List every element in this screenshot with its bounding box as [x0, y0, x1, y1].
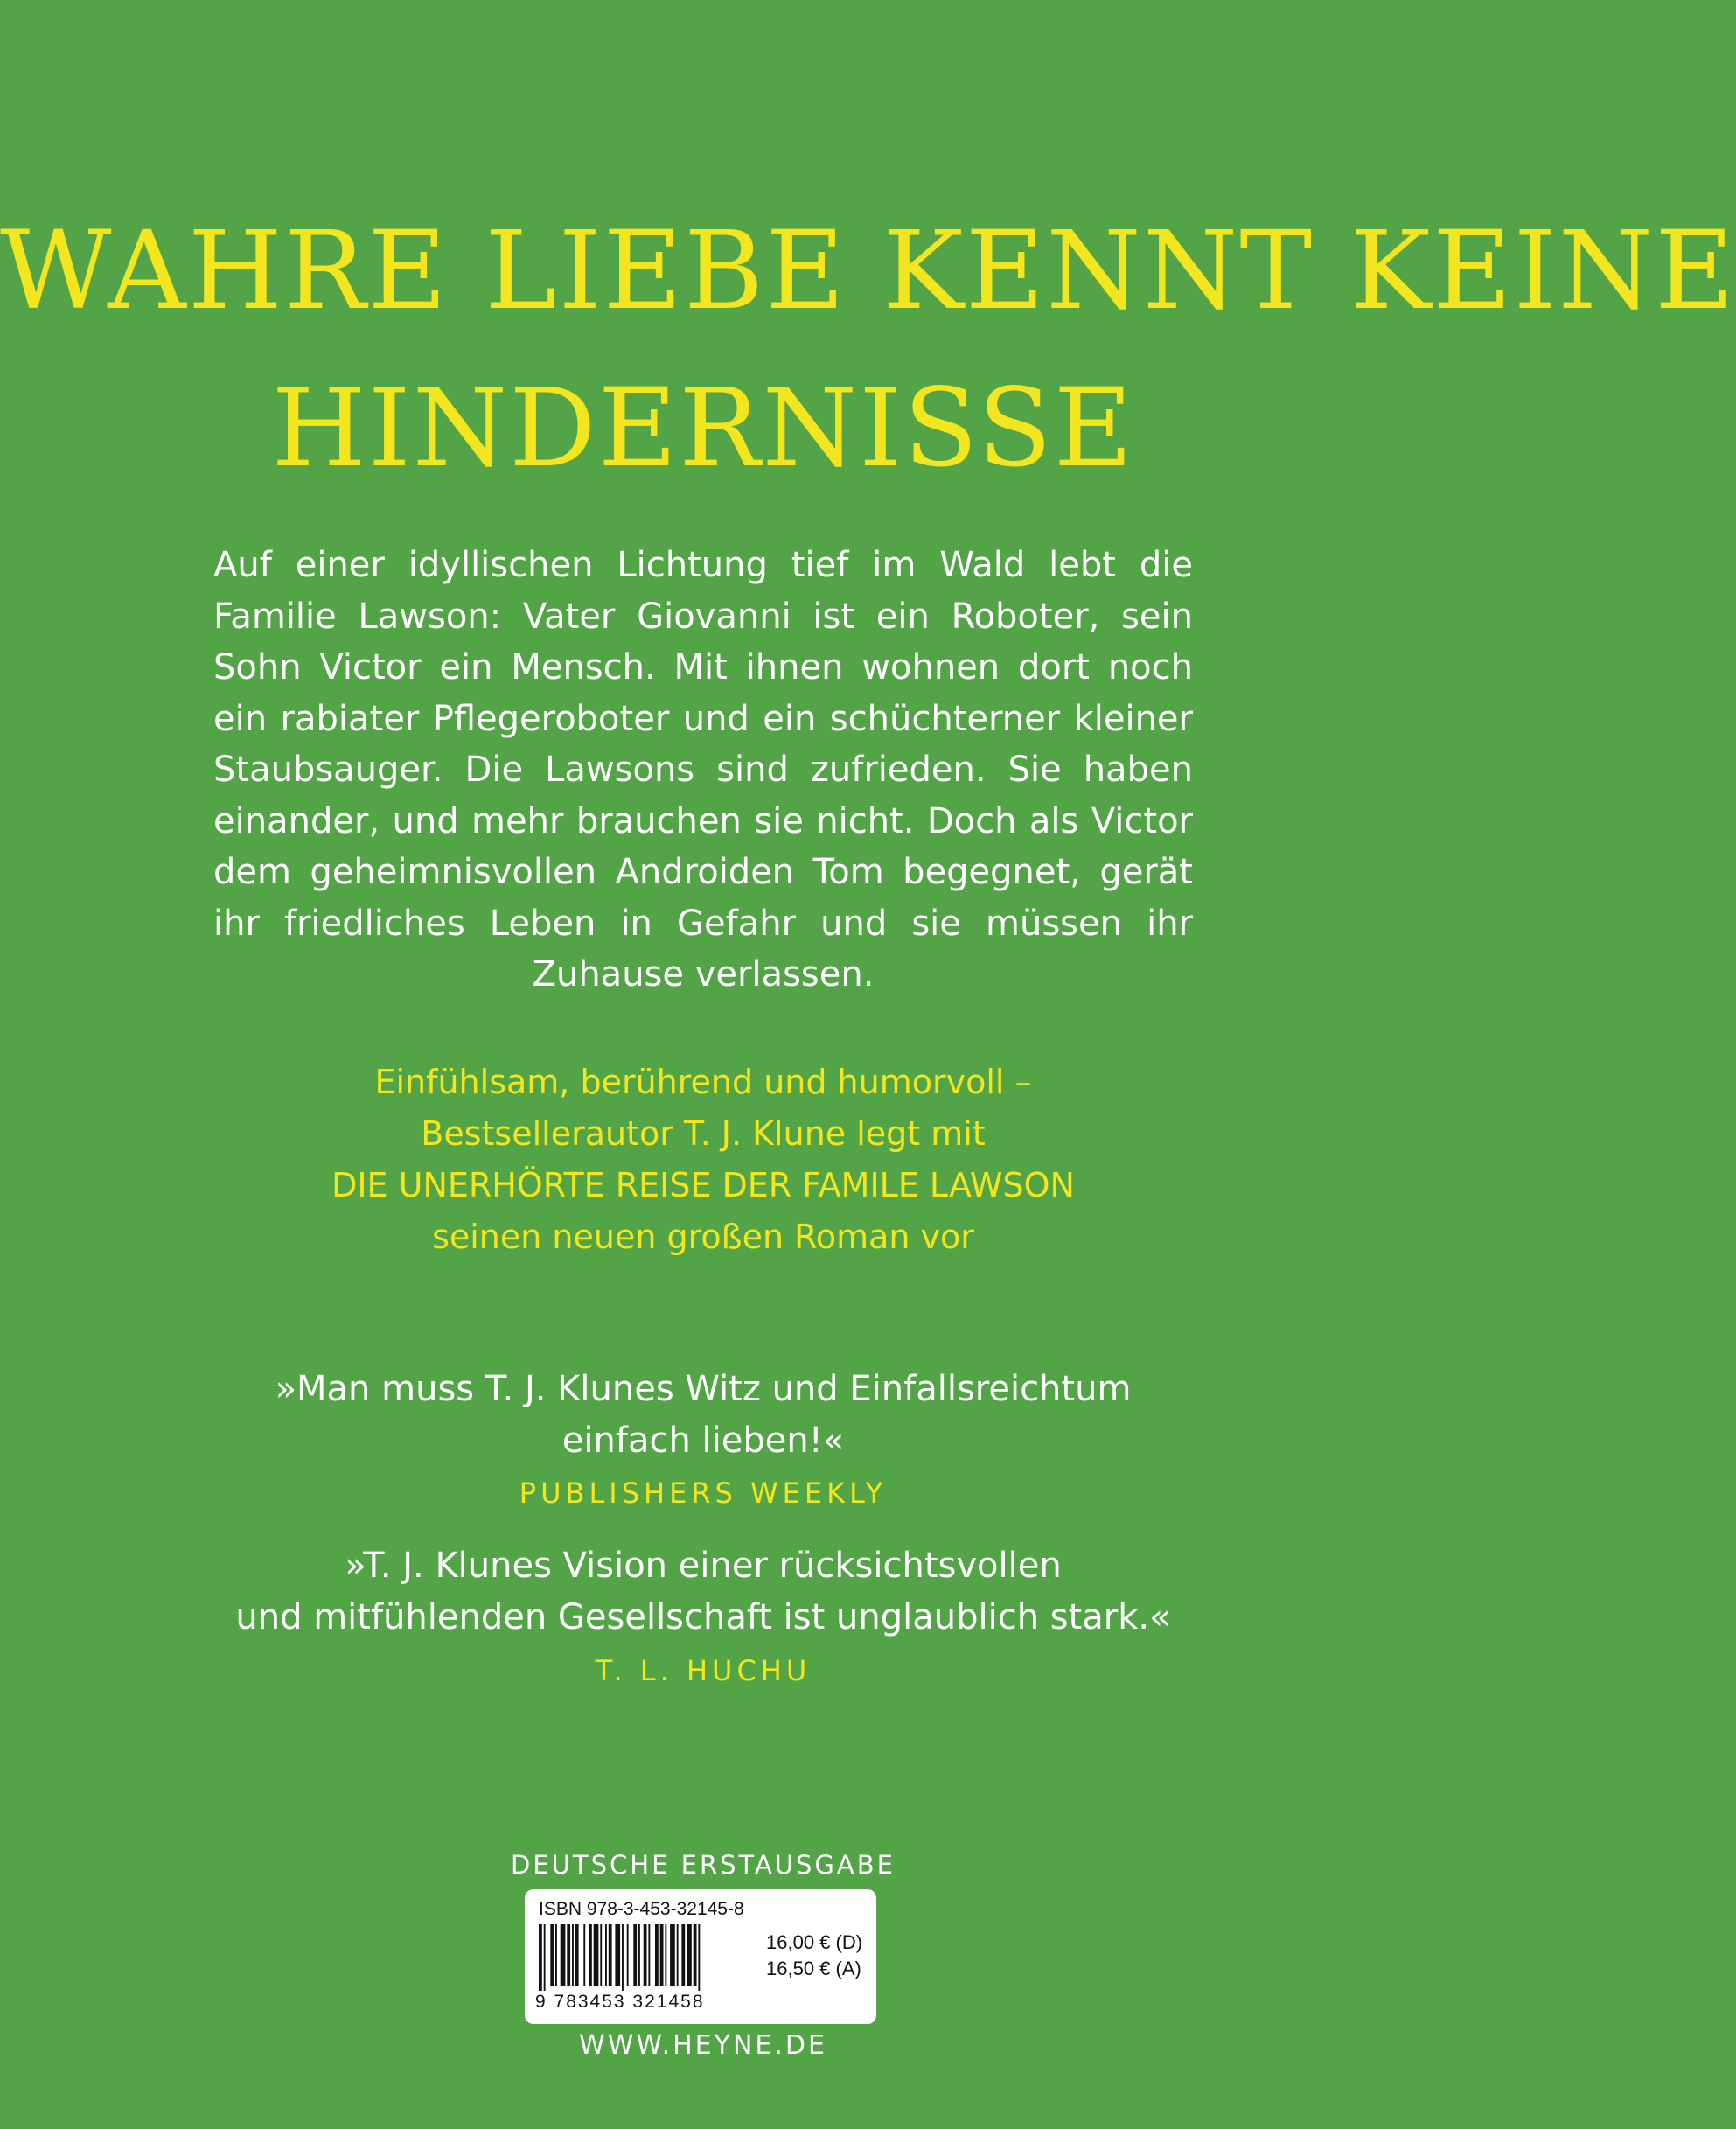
price-austria: 16,50 € (A) — [766, 1958, 861, 1979]
barcode-bar — [638, 1924, 640, 1986]
barcode-bar — [644, 1924, 647, 1986]
price-germany: 16,00 € (D) — [766, 1931, 863, 1953]
barcode-graphic — [539, 1924, 750, 1991]
barcode-bar — [609, 1924, 612, 1986]
headline-line-2: HINDERNISSE — [271, 366, 1135, 492]
edition-label: DEUTSCHE ERSTAUSGABE — [511, 1850, 896, 1880]
barcode-bar — [627, 1924, 629, 1986]
review-quote-2-line-2: und mitfühlenden Gesellschaft ist unglaublich stark.« — [235, 1597, 1171, 1637]
barcode-bar — [539, 1924, 542, 1991]
isbn-label: ISBN 978-3-453-32145-8 — [539, 1899, 744, 1919]
barcode-bar — [660, 1924, 664, 1986]
review-source-1: PUBLISHERS WEEKLY — [519, 1476, 888, 1510]
barcode-bar — [681, 1924, 685, 1986]
barcode-bar — [575, 1924, 579, 1986]
barcode-digits: 9 783453 321458 — [535, 1992, 705, 2012]
barcode-bar — [670, 1924, 675, 1986]
barcode-bar — [665, 1924, 666, 1986]
barcode-bar — [555, 1924, 557, 1986]
barcode-bar — [622, 1924, 624, 1991]
barcode-bar — [583, 1924, 585, 1986]
headline-line-1: WAHRE LIEBE KENNT KEINE — [0, 208, 1736, 334]
praise-block — [0, 1057, 1406, 1263]
review-quote-1-line-2: einfach lieben!« — [561, 1420, 845, 1461]
barcode-bar — [633, 1924, 637, 1986]
praise-line-2: Bestsellerautor T. J. Klune legt mit — [421, 1114, 986, 1153]
barcode-bar — [605, 1924, 607, 1986]
review-source-2: T. L. HUCHU — [595, 1654, 812, 1687]
praise-line-1: Einfühlsam, berührend und humorvoll – — [374, 1063, 1032, 1101]
review-quote-2 — [0, 1540, 1406, 1644]
barcode-bar — [550, 1924, 554, 1986]
barcode-bar — [698, 1924, 700, 1991]
barcode-bar — [655, 1924, 659, 1986]
barcode-bar — [648, 1924, 650, 1986]
barcode-bar — [589, 1924, 592, 1986]
barcode-bar — [694, 1924, 697, 1986]
barcode-bar — [677, 1924, 679, 1986]
review-quote-2-line-1: »T. J. Klunes Vision einer rücksichtsvollen — [345, 1546, 1062, 1586]
barcode-bar — [567, 1924, 570, 1986]
barcode-bar — [615, 1924, 620, 1986]
review-quote-1 — [0, 1364, 1406, 1467]
barcode-bar — [572, 1924, 574, 1986]
barcode-bar — [561, 1924, 566, 1986]
publisher-website: WWW.HEYNE.DE — [579, 2030, 827, 2061]
barcode-bar — [544, 1924, 546, 1991]
barcode-box — [525, 1889, 876, 2024]
praise-line-4: seinen neuen großen Roman vor — [432, 1218, 974, 1256]
blurb-text: Auf einer idyllischen Lichtung tief im Wald lebt die Familie Lawson: Vater Giovanni ist ein Roboter, sein Sohn Victor ein Mensch. Mit ihnen wohnen dort noch ein rabiater Pflegeroboter und ein schüchterner kleiner Staubsauger. Die Lawsons sind zufrieden. Sie haben einander, und mehr brauchen sie nicht. Doch als Victor dem geheimnisvollen Androiden Tom begegnet, gerät ihr friedliches Leben in Gefahr und sie müssen ihr Zuhause verlassen. — [213, 545, 1193, 995]
praise-line-3: DIE UNERHÖRTE REISE DER FAMILE LAWSON — [331, 1166, 1075, 1204]
barcode-bar — [594, 1924, 599, 1986]
barcode-bar — [687, 1924, 692, 1986]
review-quote-1-line-1: »Man muss T. J. Klunes Witz und Einfallsreichtum — [275, 1369, 1132, 1409]
barcode-bar — [600, 1924, 602, 1986]
